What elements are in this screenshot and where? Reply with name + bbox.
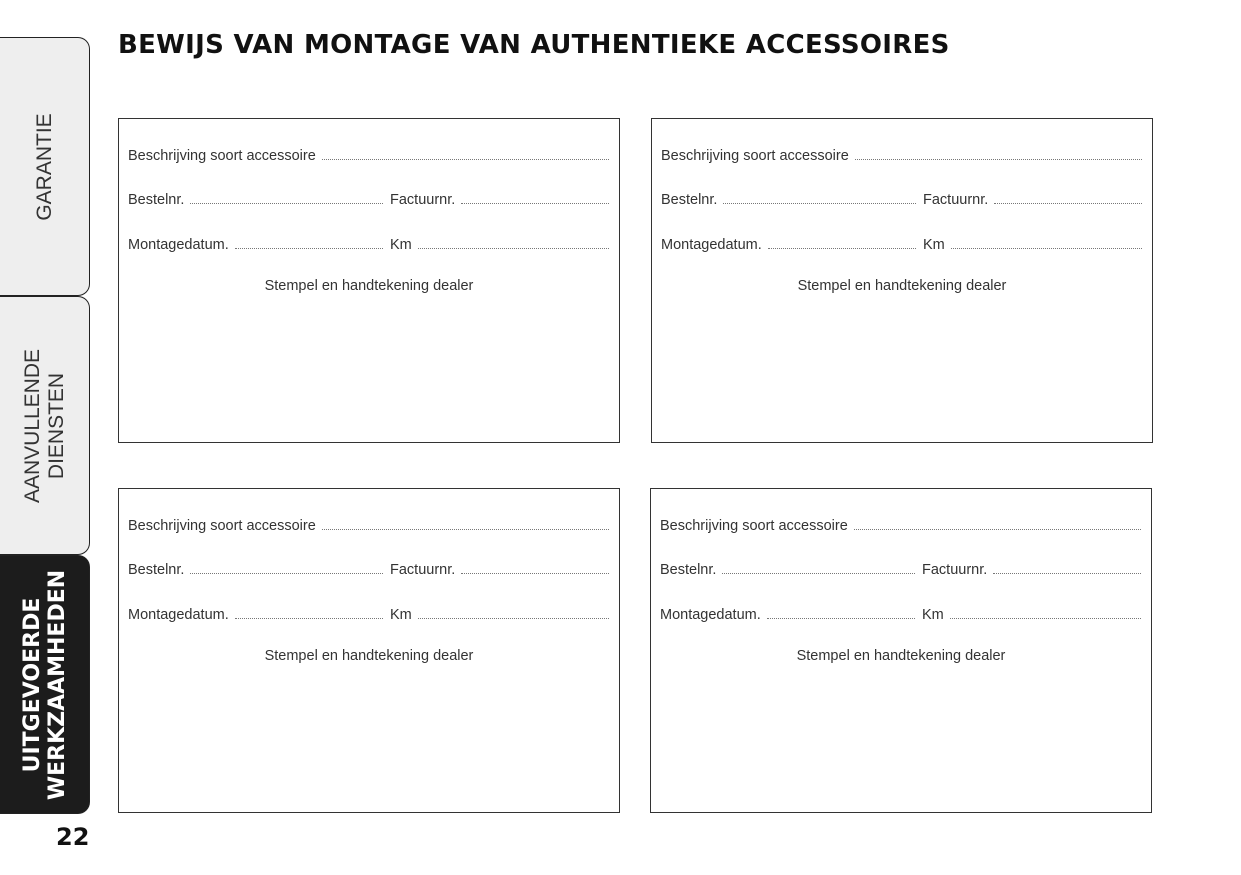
side-tab-label-line: DIENSTEN [44, 372, 68, 479]
dotted-line [461, 572, 609, 574]
invoice-number-field[interactable] [390, 192, 610, 208]
dotted-line [950, 617, 1141, 619]
dotted-line [322, 528, 609, 530]
order-number-label: Bestelnr. [660, 562, 717, 578]
dotted-line [418, 247, 609, 249]
order-number-field[interactable] [128, 562, 384, 578]
dotted-line [855, 158, 1142, 160]
dotted-line [854, 528, 1141, 530]
km-label: Km [390, 237, 412, 253]
description-field[interactable] [660, 514, 1142, 534]
mounting-date-field[interactable] [661, 237, 917, 253]
km-field[interactable] [390, 607, 610, 623]
dotted-line [461, 202, 609, 204]
side-tab-label [20, 569, 70, 799]
order-invoice-row [128, 188, 610, 208]
km-field[interactable] [922, 607, 1142, 623]
km-label: Km [923, 237, 945, 253]
mounting-date-field[interactable] [128, 607, 384, 623]
side-tab-label [33, 113, 57, 220]
accessory-card [651, 118, 1153, 443]
dotted-line [768, 247, 916, 249]
date-km-row [128, 233, 610, 253]
side-tab-label-line: UITGEVOERDE [19, 597, 45, 772]
dealer-stamp-label: Stempel en handtekening dealer [797, 278, 1007, 294]
side-tab-label-line: WERKZAAMHEDEN [44, 569, 70, 800]
mounting-date-label: Montagedatum. [661, 237, 762, 253]
invoice-number-label: Factuurnr. [923, 192, 989, 208]
dotted-line [951, 247, 1142, 249]
invoice-number-field[interactable] [922, 562, 1142, 578]
dotted-line [722, 572, 915, 574]
order-number-field[interactable] [128, 192, 384, 208]
accessory-card [650, 488, 1152, 813]
km-label: Km [922, 607, 944, 623]
description-field[interactable] [661, 144, 1143, 164]
km-label: Km [390, 607, 412, 623]
mounting-date-label: Montagedatum. [128, 607, 229, 623]
order-number-label: Bestelnr. [128, 192, 185, 208]
mounting-date-label: Montagedatum. [128, 237, 229, 253]
side-tab-label-line: GARANTIE [32, 112, 56, 221]
dotted-line [322, 158, 609, 160]
dotted-line [723, 202, 916, 204]
description-label: Beschrijving soort accessoire [661, 148, 849, 164]
page-title: BEWIJS VAN MONTAGE VAN AUTHENTIEKE ACCESSOIRES [118, 30, 950, 60]
accessory-card [118, 118, 620, 443]
order-number-label: Bestelnr. [661, 192, 718, 208]
invoice-number-label: Factuurnr. [922, 562, 988, 578]
side-tab-garantie[interactable] [0, 37, 90, 296]
dotted-line [235, 617, 383, 619]
dotted-line [767, 617, 915, 619]
mounting-date-field[interactable] [660, 607, 916, 623]
order-invoice-row [661, 188, 1143, 208]
order-number-field[interactable] [661, 192, 917, 208]
invoice-number-label: Factuurnr. [390, 192, 456, 208]
description-field[interactable] [128, 144, 610, 164]
side-tab-aanvullende-diensten[interactable] [0, 296, 90, 555]
side-tab-uitgevoerde-werkzaamheden[interactable] [0, 555, 90, 814]
dealer-stamp-label: Stempel en handtekening dealer [264, 648, 474, 664]
dealer-stamp-label: Stempel en handtekening dealer [264, 278, 474, 294]
dotted-line [993, 572, 1141, 574]
km-field[interactable] [923, 237, 1143, 253]
order-invoice-row [660, 558, 1142, 578]
description-label: Beschrijving soort accessoire [660, 518, 848, 534]
description-label: Beschrijving soort accessoire [128, 148, 316, 164]
dotted-line [190, 202, 383, 204]
dotted-line [994, 202, 1142, 204]
accessory-card [118, 488, 620, 813]
invoice-number-label: Factuurnr. [390, 562, 456, 578]
dotted-line [418, 617, 609, 619]
dotted-line [235, 247, 383, 249]
description-label: Beschrijving soort accessoire [128, 518, 316, 534]
mounting-date-label: Montagedatum. [660, 607, 761, 623]
order-number-field[interactable] [660, 562, 916, 578]
invoice-number-field[interactable] [923, 192, 1143, 208]
description-field[interactable] [128, 514, 610, 534]
mounting-date-field[interactable] [128, 237, 384, 253]
date-km-row [661, 233, 1143, 253]
side-tab-label [21, 348, 69, 502]
order-number-label: Bestelnr. [128, 562, 185, 578]
km-field[interactable] [390, 237, 610, 253]
invoice-number-field[interactable] [390, 562, 610, 578]
dotted-line [190, 572, 383, 574]
side-tab-label-line: AANVULLENDE [20, 348, 44, 503]
dealer-stamp-label: Stempel en handtekening dealer [796, 648, 1006, 664]
page-number: 22 [56, 823, 90, 851]
order-invoice-row [128, 558, 610, 578]
date-km-row [128, 603, 610, 623]
date-km-row [660, 603, 1142, 623]
